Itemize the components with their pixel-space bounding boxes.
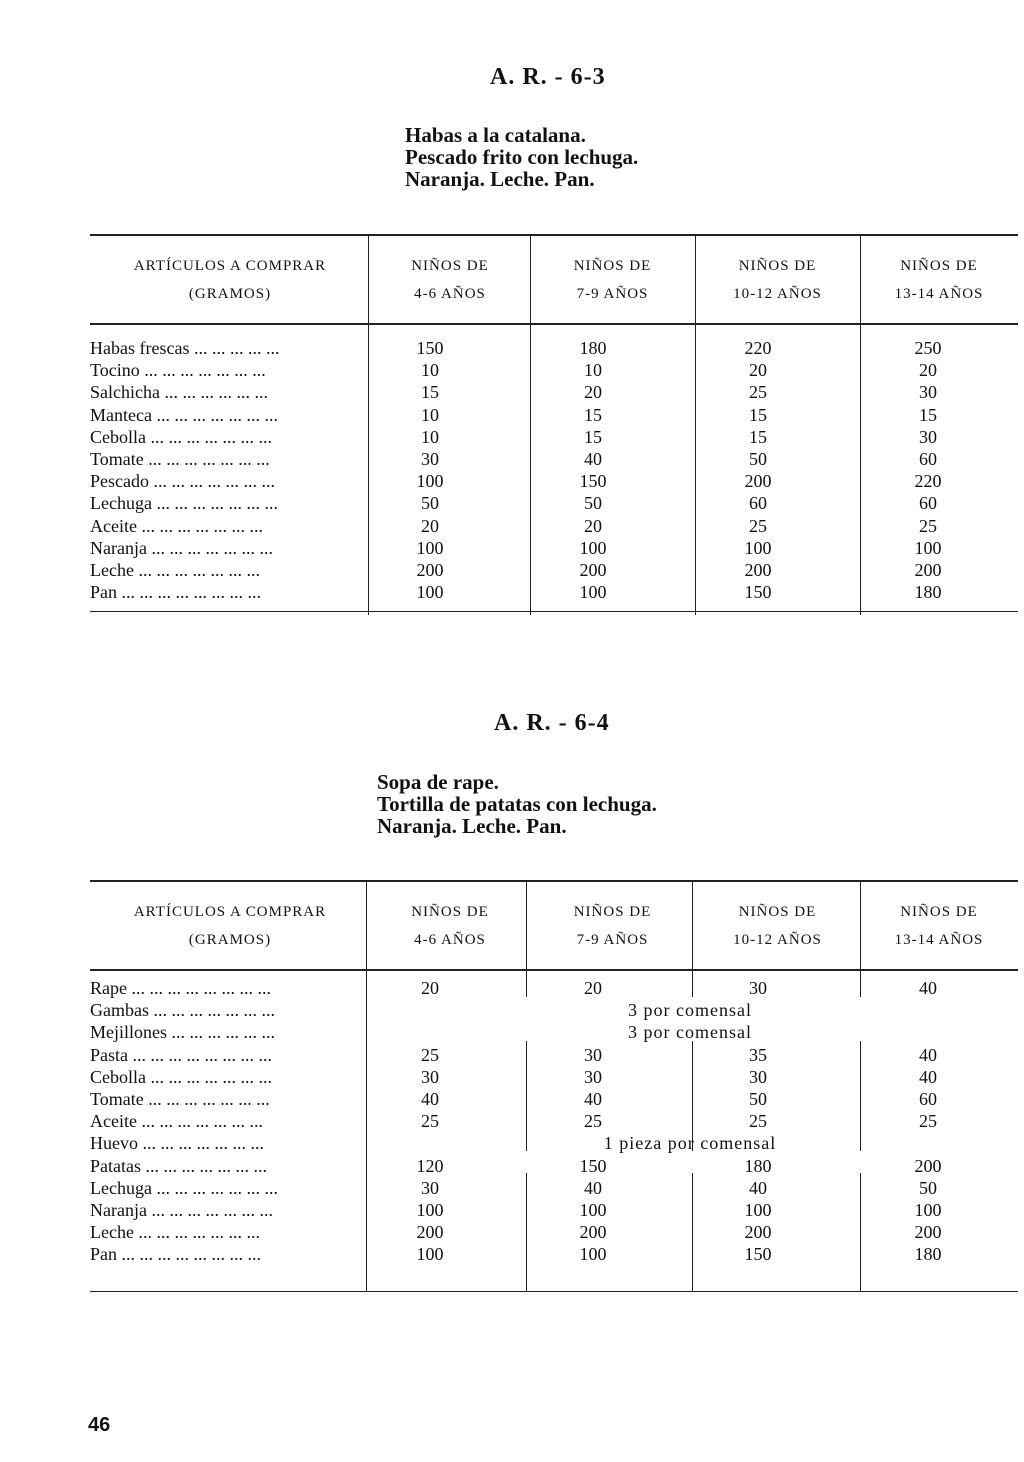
article-name: Tomate ... ... ... ... ... ... ...: [90, 449, 270, 469]
header-group-title: NIÑOS DE: [900, 258, 978, 274]
table-row: [90, 426, 1018, 448]
quantity-cell: 20: [421, 978, 439, 998]
table-row: [90, 1221, 1018, 1243]
quantity-cell: 40: [584, 449, 602, 469]
quantity-cell: 200: [914, 560, 942, 580]
quantity-cell: 30: [421, 1177, 439, 1198]
header-age-group: [530, 236, 695, 323]
header-age-group: [695, 236, 860, 323]
table-row: [90, 537, 1018, 559]
header-group-age: 10-12 AÑOS: [733, 932, 822, 948]
quantity-cell: 10: [584, 360, 602, 381]
quantity-cell: 30: [919, 382, 937, 403]
table-row: [90, 1132, 1018, 1154]
quantity-cell: 40: [421, 1089, 439, 1109]
header-articles: [90, 882, 370, 969]
quantity-cell: 100: [416, 471, 444, 492]
quantity-cell: 50: [919, 1177, 937, 1198]
shopping-table: [90, 880, 1018, 1296]
header-group-age: 13-14 AÑOS: [894, 286, 984, 302]
header-group-title: NIÑOS DE: [411, 904, 489, 920]
table-row: [90, 581, 1018, 603]
quantity-cell: 20: [584, 382, 602, 403]
column-divider: [526, 882, 527, 969]
header-group-title: NIÑOS DE: [900, 904, 978, 920]
quantity-cell: 200: [416, 1222, 444, 1243]
header-group-age: 4-6 AÑOS: [414, 932, 486, 948]
table-row: [90, 1110, 1018, 1132]
article-name: Huevo ... ... ... ... ... ... ...: [90, 1133, 264, 1154]
quantity-cell: 30: [421, 1066, 439, 1087]
quantity-cell: 100: [744, 537, 772, 558]
quantity-cell: 30: [749, 1066, 767, 1087]
article-name: Habas frescas ... ... ... ... ...: [90, 338, 280, 358]
column-divider: [860, 236, 861, 323]
article-name: Pescado ... ... ... ... ... ... ...: [90, 471, 275, 492]
article-name: Manteca ... ... ... ... ... ... ...: [90, 404, 278, 425]
header-age-group: [530, 882, 695, 969]
article-name: Cebolla ... ... ... ... ... ... ...: [90, 1066, 272, 1087]
quantity-cell: 200: [914, 1222, 942, 1243]
table-row: [90, 999, 1018, 1021]
quantity-cell: 40: [919, 1066, 937, 1087]
article-name: Lechuga ... ... ... ... ... ... ...: [90, 493, 278, 514]
quantity-cell: 60: [749, 493, 767, 514]
column-divider: [530, 236, 531, 323]
quantity-cell: 25: [749, 515, 767, 536]
quantity-cell: 20: [584, 978, 602, 998]
table-row: [90, 381, 1018, 403]
quantity-cell: 250: [914, 338, 942, 358]
article-name: Tocino ... ... ... ... ... ... ...: [90, 360, 266, 381]
quantity-cell: 100: [416, 582, 444, 603]
quantity-cell: 60: [919, 1089, 937, 1109]
quantity-cell: 150: [744, 1244, 772, 1265]
quantity-cell: 200: [744, 1222, 772, 1243]
quantity-cell: 100: [579, 1244, 607, 1265]
table-row: [90, 1066, 1018, 1088]
quantity-cell: 200: [914, 1155, 942, 1176]
quantity-cell: 50: [421, 493, 439, 514]
quantity-cell: 15: [584, 426, 602, 447]
quantity-cell: 200: [744, 471, 772, 492]
quantity-cell: 40: [749, 1177, 767, 1198]
quantity-cell: 15: [421, 382, 439, 403]
menu-line: Naranja. Leche. Pan.: [405, 167, 595, 191]
article-name: Leche ... ... ... ... ... ... ...: [90, 560, 260, 580]
per-person-quantity: 3 por comensal: [628, 1000, 752, 1021]
table-bottom-rule: [90, 1291, 1018, 1292]
header-group-title: NIÑOS DE: [573, 904, 652, 920]
quantity-cell: 100: [914, 1200, 942, 1220]
table-row: [90, 359, 1018, 381]
article-name: Pan ... ... ... ... ... ... ... ...: [90, 582, 261, 603]
quantity-cell: 200: [416, 560, 444, 580]
quantity-cell: 25: [749, 1111, 767, 1132]
quantity-cell: 120: [416, 1155, 444, 1176]
table-row: [90, 470, 1018, 492]
column-divider: [366, 882, 367, 969]
header-group-age: 4-6 AÑOS: [414, 286, 486, 302]
quantity-cell: 220: [744, 338, 772, 358]
quantity-cell: 50: [584, 493, 602, 514]
header-age-group: [695, 882, 860, 969]
article-name: Rape ... ... ... ... ... ... ... ...: [90, 978, 271, 998]
header-group-title: NIÑOS DE: [411, 258, 489, 274]
table-row: [90, 1088, 1018, 1110]
quantity-cell: 60: [919, 449, 937, 469]
header-group-age: 7-9 AÑOS: [576, 932, 649, 948]
column-divider: [368, 236, 369, 323]
quantity-cell: 100: [579, 537, 607, 558]
quantity-cell: 40: [919, 978, 937, 998]
quantity-cell: 15: [749, 404, 767, 425]
per-person-quantity: 1 pieza por comensal: [603, 1133, 777, 1154]
header-age-group: [860, 236, 1018, 323]
quantity-cell: 100: [744, 1200, 772, 1220]
menu-line: Tortilla de patatas con lechuga.: [377, 792, 657, 816]
quantity-cell: 180: [914, 1244, 942, 1265]
table-row: [90, 1021, 1018, 1043]
quantity-cell: 20: [749, 360, 767, 381]
article-name: Lechuga ... ... ... ... ... ... ...: [90, 1177, 278, 1198]
table-header: [90, 882, 1018, 971]
quantity-cell: 25: [919, 515, 937, 536]
header-unit-label: (GRAMOS): [188, 286, 272, 302]
table-row: [90, 404, 1018, 426]
quantity-cell: 100: [579, 582, 607, 603]
article-name: Aceite ... ... ... ... ... ... ...: [90, 1111, 263, 1132]
quantity-cell: 35: [749, 1044, 767, 1065]
quantity-cell: 30: [584, 1044, 602, 1065]
header-group-title: NIÑOS DE: [738, 904, 817, 920]
quantity-cell: 150: [579, 471, 607, 492]
recipe-reference: A. R. - 6-3: [490, 64, 606, 90]
quantity-cell: 60: [919, 493, 937, 514]
article-name: Leche ... ... ... ... ... ... ...: [90, 1222, 260, 1243]
article-name: Pasta ... ... ... ... ... ... ... ...: [90, 1044, 272, 1065]
header-unit-label: (GRAMOS): [188, 932, 272, 948]
article-name: Patatas ... ... ... ... ... ... ...: [90, 1155, 267, 1176]
quantity-cell: 180: [914, 582, 942, 603]
quantity-cell: 100: [416, 1244, 444, 1265]
table-row: [90, 448, 1018, 470]
quantity-cell: 25: [749, 382, 767, 403]
table-header: [90, 236, 1018, 325]
quantity-cell: 50: [749, 1089, 767, 1109]
table-row: [90, 1199, 1018, 1221]
quantity-cell: 20: [584, 515, 602, 536]
article-name: Cebolla ... ... ... ... ... ... ...: [90, 426, 272, 447]
table-row: [90, 1044, 1018, 1066]
table-row: [90, 1177, 1018, 1199]
quantity-cell: 40: [584, 1177, 602, 1198]
quantity-cell: 100: [914, 537, 942, 558]
header-group-title: NIÑOS DE: [573, 258, 652, 274]
article-name: Naranja ... ... ... ... ... ... ...: [90, 537, 273, 558]
quantity-cell: 25: [919, 1111, 937, 1132]
menu-line: Naranja. Leche. Pan.: [377, 814, 567, 838]
header-articles-label: ARTÍCULOS A COMPRAR: [133, 904, 327, 920]
quantity-cell: 150: [579, 1155, 607, 1176]
column-divider: [695, 236, 696, 323]
quantity-cell: 180: [744, 1155, 772, 1176]
menu-line: Sopa de rape.: [377, 770, 499, 794]
quantity-cell: 150: [416, 338, 444, 358]
quantity-cell: 50: [749, 449, 767, 469]
table-row: [90, 1155, 1018, 1177]
quantity-cell: 25: [421, 1044, 439, 1065]
quantity-cell: 40: [584, 1089, 602, 1109]
article-name: Pan ... ... ... ... ... ... ... ...: [90, 1244, 261, 1265]
quantity-cell: 25: [584, 1111, 602, 1132]
quantity-cell: 220: [914, 471, 942, 492]
column-divider: [860, 882, 861, 969]
article-name: Aceite ... ... ... ... ... ... ...: [90, 515, 263, 536]
header-age-group: [860, 882, 1018, 969]
quantity-cell: 100: [416, 1200, 444, 1220]
article-name: Mejillones ... ... ... ... ... ...: [90, 1022, 275, 1043]
quantity-cell: 15: [919, 404, 937, 425]
quantity-cell: 10: [421, 426, 439, 447]
quantity-cell: 180: [579, 338, 607, 358]
quantity-cell: 150: [744, 582, 772, 603]
quantity-cell: 15: [749, 426, 767, 447]
header-group-title: NIÑOS DE: [738, 258, 817, 274]
quantity-cell: 10: [421, 404, 439, 425]
header-age-group: [370, 236, 530, 323]
quantity-cell: 30: [749, 978, 767, 998]
header-group-age: 10-12 AÑOS: [733, 286, 822, 302]
article-name: Naranja ... ... ... ... ... ... ...: [90, 1200, 273, 1220]
table-row: [90, 492, 1018, 514]
quantity-cell: 30: [584, 1066, 602, 1087]
quantity-cell: 15: [584, 404, 602, 425]
table-body: [90, 971, 1018, 1296]
table-bottom-rule: [90, 611, 1018, 612]
column-divider: [692, 882, 693, 969]
quantity-cell: 20: [919, 360, 937, 381]
article-name: Gambas ... ... ... ... ... ... ...: [90, 1000, 275, 1021]
quantity-cell: 25: [421, 1111, 439, 1132]
quantity-cell: 30: [919, 426, 937, 447]
per-person-quantity: 3 por comensal: [628, 1022, 752, 1043]
quantity-cell: 40: [919, 1044, 937, 1065]
quantity-cell: 20: [421, 515, 439, 536]
header-group-age: 7-9 AÑOS: [576, 286, 649, 302]
recipe-reference: A. R. - 6-4: [494, 710, 610, 736]
header-articles-label: ARTÍCULOS A COMPRAR: [133, 258, 327, 274]
table-row: [90, 1243, 1018, 1265]
menu-description: [377, 771, 657, 837]
header-articles: [90, 236, 370, 323]
table-row: [90, 559, 1018, 581]
shopping-table: [90, 234, 1018, 615]
menu-line: Pescado frito con lechuga.: [405, 145, 639, 169]
quantity-cell: 10: [421, 360, 439, 381]
header-age-group: [370, 882, 530, 969]
article-name: Salchicha ... ... ... ... ... ...: [90, 382, 268, 403]
quantity-cell: 100: [579, 1200, 607, 1220]
page-number: 46: [88, 1414, 111, 1436]
quantity-cell: 200: [579, 560, 607, 580]
quantity-cell: 100: [416, 537, 444, 558]
quantity-cell: 200: [744, 560, 772, 580]
article-name: Tomate ... ... ... ... ... ... ...: [90, 1089, 270, 1109]
menu-line: Habas a la catalana.: [405, 123, 586, 147]
quantity-cell: 30: [421, 449, 439, 469]
table-row: [90, 337, 1018, 359]
table-row: [90, 977, 1018, 999]
quantity-cell: 200: [579, 1222, 607, 1243]
header-group-age: 13-14 AÑOS: [894, 932, 984, 948]
table-row: [90, 515, 1018, 537]
table-body: [90, 325, 1018, 615]
menu-description: [405, 124, 638, 190]
